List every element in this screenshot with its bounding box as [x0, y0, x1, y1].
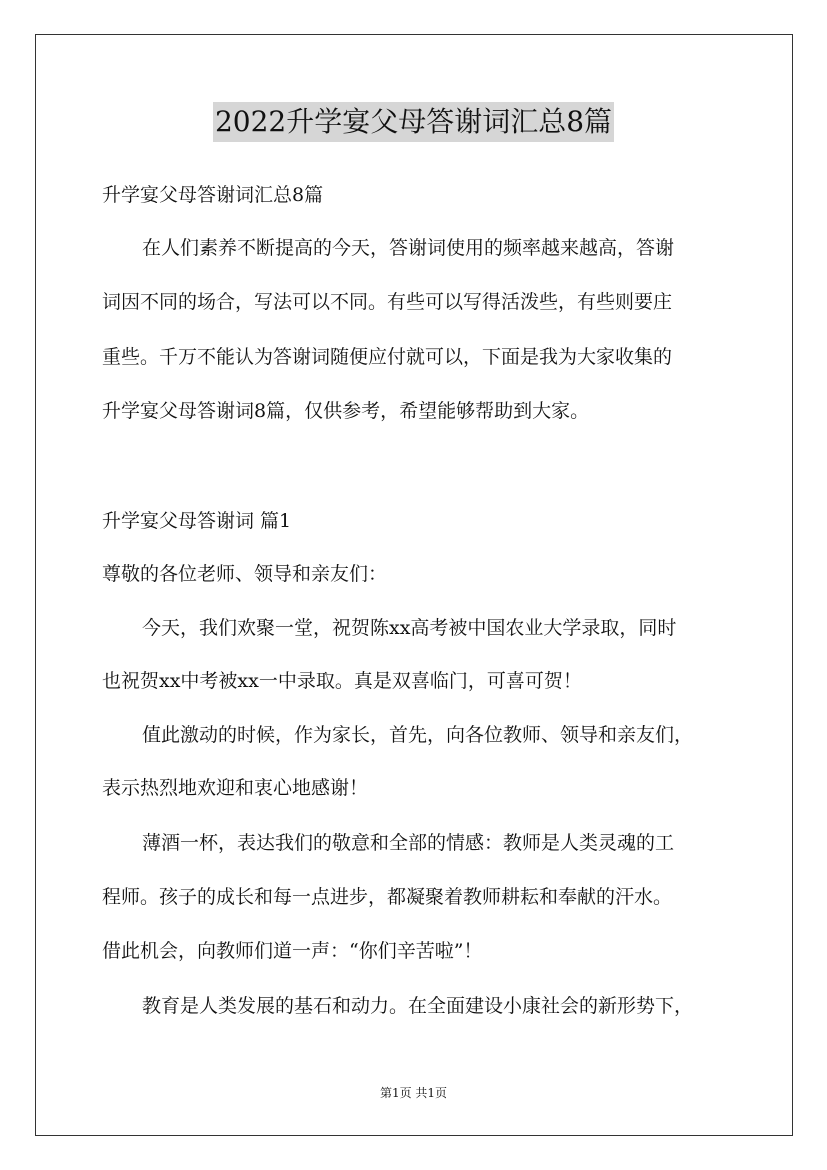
section-heading: 升学宴父母答谢词 篇1 — [102, 510, 292, 532]
paragraph-line: 程师。孩子的成长和每一点进步，都凝聚着教师耕耘和奉献的汗水。 — [102, 886, 673, 908]
paragraph-line: 升学宴父母答谢词8篇，仅供参考，希望能够帮助到大家。 — [102, 400, 590, 422]
paragraph-line: 薄酒一杯，表达我们的敬意和全部的情感：教师是人类灵魂的工 — [142, 832, 675, 854]
paragraph-line: 表示热烈地欢迎和衷心地感谢！ — [102, 777, 369, 799]
subtitle-line: 升学宴父母答谢词汇总8篇 — [102, 184, 324, 206]
paragraph-line: 借此机会，向教师们道一声：“你们辛苦啦”！ — [102, 940, 483, 962]
page-footer: 第1页 共1页 — [379, 1086, 448, 1100]
paragraph-line: 在人们素养不断提高的今天，答谢词使用的频率越来越高，答谢 — [142, 237, 675, 259]
document-title: 2022升学宴父母答谢词汇总8篇 — [213, 102, 614, 142]
salutation-line: 尊敬的各位老师、领导和亲友们： — [102, 563, 388, 585]
paragraph-line: 今天，我们欢聚一堂，祝贺陈xx高考被中国农业大学录取，同时 — [142, 617, 677, 639]
paragraph-line: 词因不同的场合，写法可以不同。有些可以写得活泼些，有些则要庄 — [102, 291, 673, 313]
paragraph-line: 教育是人类发展的基石和动力。在全面建设小康社会的新形势下， — [142, 995, 694, 1017]
paragraph-line: 也祝贺xx中考被xx一中录取。真是双喜临门，可喜可贺！ — [102, 670, 582, 692]
paragraph-line: 值此激动的时候，作为家长，首先，向各位教师、领导和亲友们， — [142, 724, 694, 746]
document-title-wrap — [0, 102, 827, 142]
paragraph-line: 重些。千万不能认为答谢词随便应付就可以，下面是我为大家收集的 — [102, 346, 673, 368]
